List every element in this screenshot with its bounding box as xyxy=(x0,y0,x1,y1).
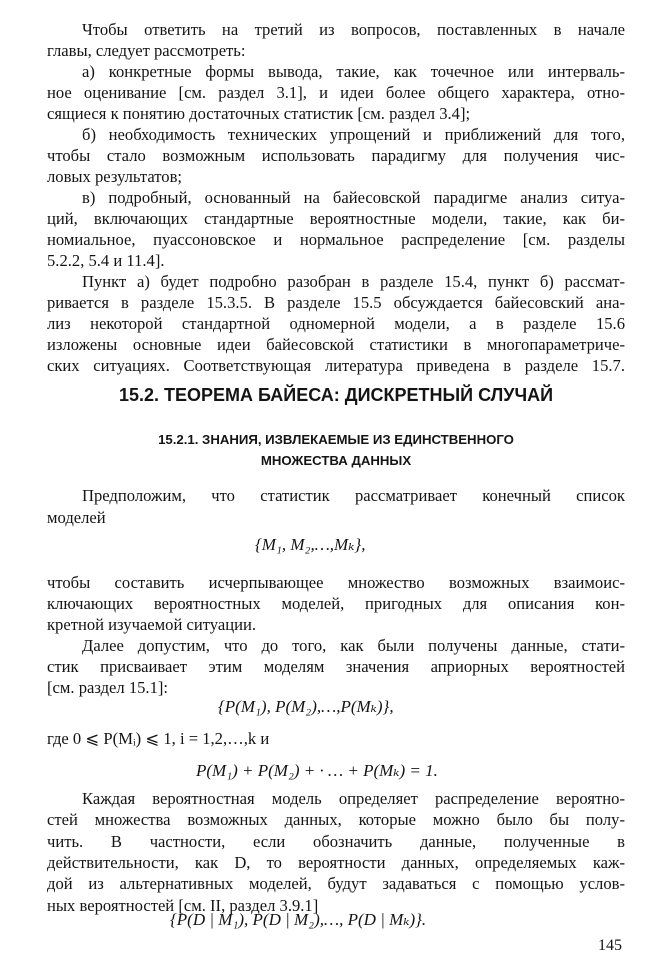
text-line: моделей xyxy=(47,507,106,527)
text-line: стик присваивает этим моделям значения априорных вероятностей xyxy=(47,657,625,676)
text-line: стей множества возможных данных, которые можно было бы полу- xyxy=(47,810,625,830)
text-line: ривается в разделе 15.3.5. В разделе 15.5 обсуждается байесовский ана- xyxy=(47,293,625,312)
subsection-heading-line2: МНОЖЕСТВА ДАННЫХ xyxy=(260,453,412,468)
text-line: сящиеся к понятию достаточных статистик [см. раздел 3.4]; xyxy=(47,104,471,123)
text-line: ловых результатов; xyxy=(47,167,183,186)
text-line: [см. раздел 15.1]: xyxy=(47,678,169,697)
text-line: Чтобы ответить на третий из вопросов, поставленных в начале xyxy=(82,20,625,39)
text-line: главы, следует рассмотреть: xyxy=(47,41,246,60)
formula-conditional-probabilities: {P(D | M₁), P(D | M₂),…, P(D | Mₖ)}. xyxy=(170,910,427,929)
where-condition-line: где 0 ⩽ P(Mᵢ) ⩽ 1, i = 1,2,…,k и xyxy=(47,729,270,748)
text-line: ных вероятностей [см. II, раздел 3.9.1] xyxy=(47,895,319,915)
text-line: в) подробный, основанный на байесовской парадигме анализ ситуа- xyxy=(82,188,625,207)
text-line: номиальное, пуассоновское и нормальное распределение [см. разделы xyxy=(47,230,625,249)
text-line: изложены основные идеи байесовской статистики в многопараметриче- xyxy=(47,335,625,354)
text-line: чтобы стало возможным использовать парадигму для получения чис- xyxy=(47,146,625,165)
formula-sum-to-one: P(M₁) + P(M₂) + · … + P(Mₖ) = 1. xyxy=(196,761,438,780)
text-line: ключающих вероятностных моделей, пригодных для описания кон- xyxy=(47,594,625,613)
formula-prior-probabilities: {P(M₁), P(M₂),…,P(Mₖ)}, xyxy=(218,697,394,716)
text-line: Далее допустим, что до того, как были получены данные, стати- xyxy=(82,636,625,655)
text-line: ное оценивание [см. раздел 3.1], и идеи более общего характера, отно- xyxy=(47,83,625,102)
text-line: Предположим, что статистик рассматривает конечный список xyxy=(82,486,625,505)
text-line: чтобы составить исчерпывающее множество возможных взаимоис- xyxy=(47,573,625,592)
text-line: Пункт а) будет подробно разобран в разделе 15.4, пункт б) рассмат- xyxy=(82,272,625,291)
text-line: ций, включающих стандартные вероятностные модели, такие, как би- xyxy=(47,209,625,228)
formula-models-list: {M₁, M₂,…,Mₖ}, xyxy=(255,535,366,554)
text-line: дой из альтернативных моделей, будут задаваться с помощью услов- xyxy=(47,874,625,894)
text-line: а) конкретные формы вывода, такие, как точечное или интерваль- xyxy=(82,62,625,81)
text-line: 5.2.2, 5.4 и 11.4]. xyxy=(47,251,165,270)
text-line: лиз некоторой стандартной одномерной модели, а в разделе 15.6 xyxy=(47,314,625,333)
text-line: б) необходимость технических упрощений и приближений для того, xyxy=(82,125,625,144)
text-line: Каждая вероятностная модель определяет распределение вероятно- xyxy=(82,789,625,808)
subsection-heading-line1: 15.2.1. ЗНАНИЯ, ИЗВЛЕКАЕМЫЕ ИЗ ЕДИНСТВЕННОГО xyxy=(158,432,514,447)
text-line: кретной изучаемой ситуации. xyxy=(47,615,256,634)
section-heading: 15.2. ТЕОРЕМА БАЙЕСА: ДИСКРЕТНЫЙ СЛУЧАЙ xyxy=(118,385,554,405)
page-number: 145 xyxy=(598,937,622,954)
text-line: действительности, как D, то вероятности данных, определяемых каж- xyxy=(47,852,625,872)
text-line: ских ситуациях. Соответствующая литература приведена в разделе 15.7. xyxy=(47,356,625,375)
text-line: чить. В частности, если обозначить данные, полученные в xyxy=(47,831,625,851)
